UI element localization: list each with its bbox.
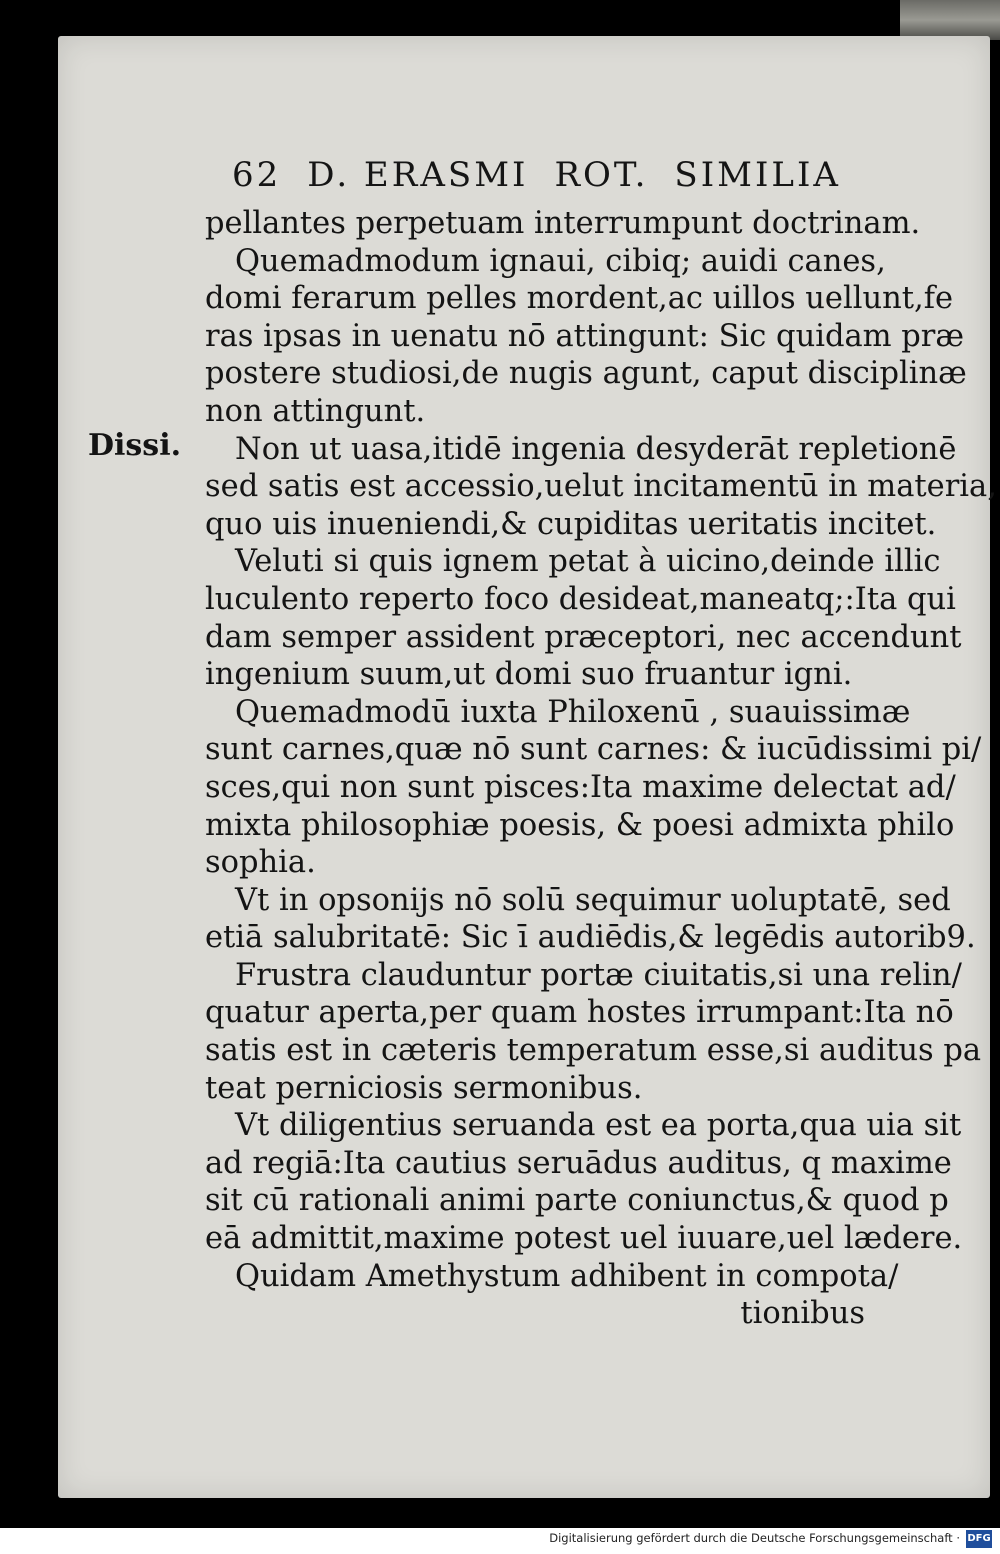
text-line: ad regiā:Ita cautius seruādus auditus, q maxime <box>205 1145 952 1181</box>
dfg-logo: DFG <box>966 1530 992 1548</box>
text-line: ingenium suum,ut domi suo fruantur igni. <box>205 657 853 693</box>
text-line: domi ferarum pelles mordent,ac uillos uellunt,fe <box>205 281 954 317</box>
text-line: satis est in cæteris temperatum esse,si auditus pa <box>205 1033 982 1069</box>
text-line: teat perniciosis sermonibus. <box>205 1070 643 1106</box>
running-title-author: D. ERASMI <box>307 155 529 195</box>
text-line: luculento reperto foco desideat,maneatq;:Ita qui <box>205 581 956 617</box>
running-header <box>232 155 841 195</box>
text-line: Veluti si quis ignem petat à uicino,deinde illic <box>235 544 941 580</box>
text-line: postere studiosi,de nugis agunt, caput disciplinæ <box>205 356 967 392</box>
text-line: Non ut uasa,itidē ingenia desyderāt repletionē <box>235 431 957 467</box>
text-line: Quidam Amethystum adhibent in compota/ <box>235 1258 899 1294</box>
text-line: Frustra clauduntur portæ ciuitatis,si una relin/ <box>235 957 962 993</box>
book-edge <box>900 0 1000 40</box>
catchword: tionibus <box>740 1296 865 1332</box>
text-line: pellantes perpetuam interrumpunt doctrinam. <box>205 206 921 241</box>
text-line: Quemadmodum ignaui, cibiq; auidi canes, <box>235 243 886 279</box>
text-line: sed satis est accessio,uelut incitamentū in materia, <box>205 469 997 505</box>
text-line: Vt in opsonijs nō solū sequimur uoluptatē, sed <box>235 882 951 918</box>
text-line: eā admittit,maxime potest uel iuuare,uel lædere. <box>205 1221 963 1257</box>
funding-credit: Digitalisierung gefördert durch die Deutsche Forschungsgemeinschaft · <box>549 1531 960 1545</box>
text-line: sunt carnes,quæ nō sunt carnes: & iucūdissimi pi/ <box>205 732 982 768</box>
text-line: Quemadmodū iuxta Philoxenū , suauissimæ <box>235 694 911 730</box>
text-line: etiā salubritatē: Sic ī audiēdis,& legēdis autorib9. <box>205 920 976 956</box>
text-line: ras ipsas in uenatu nō attingunt: Sic quidam præ <box>205 318 965 354</box>
text-line: dam semper assident præceptori, nec accendunt <box>205 619 962 655</box>
marginal-note: Dissi. <box>88 428 182 463</box>
text-line: sophia. <box>205 845 316 881</box>
text-line: mixta philosophiæ poesis, & poesi admixta philo <box>205 807 955 843</box>
text-line: sces,qui non sunt pisces:Ita maxime delectat ad/ <box>205 769 956 805</box>
text-line: Vt diligentius seruanda est ea porta,qua uia sit <box>235 1108 962 1144</box>
running-title-similia: SIMILIA <box>674 155 841 195</box>
text-line: quo uis inueniendi,& cupiditas ueritatis incitet. <box>205 506 937 542</box>
running-title-rot: ROT. <box>554 155 649 195</box>
page-number: 62 <box>232 155 282 195</box>
text-line: quatur aperta,per quam hostes irrumpant:Ita nō <box>205 995 954 1031</box>
text-line: non attingunt. <box>205 393 426 429</box>
body-text <box>205 205 997 1333</box>
text-line: sit cū rationali animi parte coniunctus,& quod p <box>205 1183 949 1219</box>
